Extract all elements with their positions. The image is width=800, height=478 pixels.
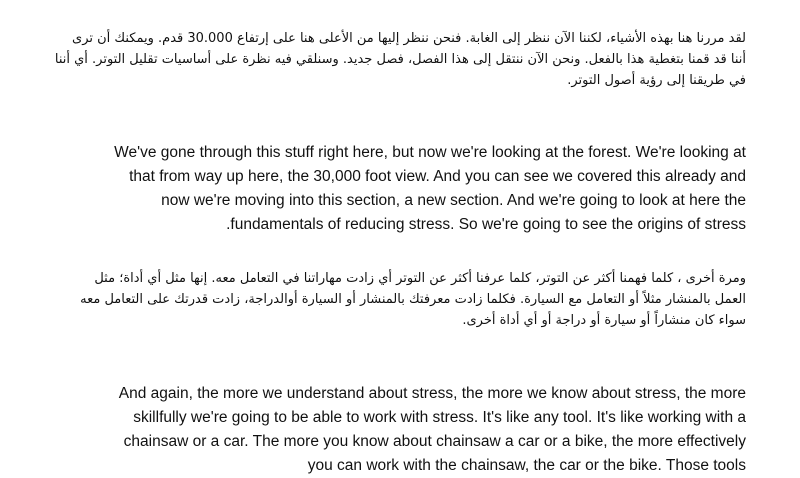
paragraph-line: أننا قد قمنا بتغطية هذا بالفعل. ونحن الآن ننتقل إلى هذا الفصل، فصل جديد. وسنلقي فيه نظرة على أساسيات تقليل التوتر. أي أننا: [54, 52, 746, 67]
paragraph-line: chainsaw or a car. The more you know about chainsaw a car or a bike, the more effectively: [123, 433, 746, 450]
paragraph-line: في طريقنا إلى رؤية أصول التوتر.: [567, 73, 746, 88]
paragraph-line: We've gone through this stuff right here, but now we're looking at the forest. We're looking at: [114, 144, 746, 161]
paragraph-line: you can work with the chainsaw, the car or the bike. Those tools: [307, 457, 746, 474]
paragraph-line: لقد مررنا هنا بهذه الأشياء، لكننا الآن ننظر إلى الغابة. فنحن ننظر إليها من الأعلى هنا على إرتفاع 30.000 قدم. ويمكنك أن ترى: [72, 31, 746, 46]
arabic-paragraph-2: [56, 268, 746, 331]
paragraph-line: that from way up here, the 30,000 foot view. And you can see we covered this already and: [129, 168, 746, 185]
paragraph-line: سواء كان منشاراً أو سيارة أو دراجة أو أي أداة أخرى.: [462, 313, 746, 328]
paragraph-line: And again, the more we understand about stress, the more we know about stress, the more: [118, 385, 746, 402]
paragraph-line: ومرة أخرى ، كلما فهمنا أكثر عن التوتر، كلما عرفنا أكثر عن التوتر أي زادت مهاراتنا في التعامل معه. إنها مثل أي أداة؛ مثل: [94, 271, 746, 286]
english-paragraph-2: [56, 382, 746, 478]
paragraph-line: now we're moving into this section, a new section. And we're going to look at here the: [161, 192, 746, 209]
arabic-paragraph-1: [56, 28, 746, 91]
english-paragraph-1: [56, 141, 746, 237]
paragraph-line: skillfully we're going to be able to work with stress. It's like any tool. It's like working with a: [133, 409, 746, 426]
paragraph-line: العمل بالمنشار مثلاً أو التعامل مع السيارة. فكلما زادت معرفتك بالمنشار أو السيارة أوالدراجة، زادت قدرتك على التعامل معه: [80, 292, 746, 307]
paragraph-line: fundamentals of reducing stress. So we're going to see the origins of stress.: [226, 216, 746, 233]
